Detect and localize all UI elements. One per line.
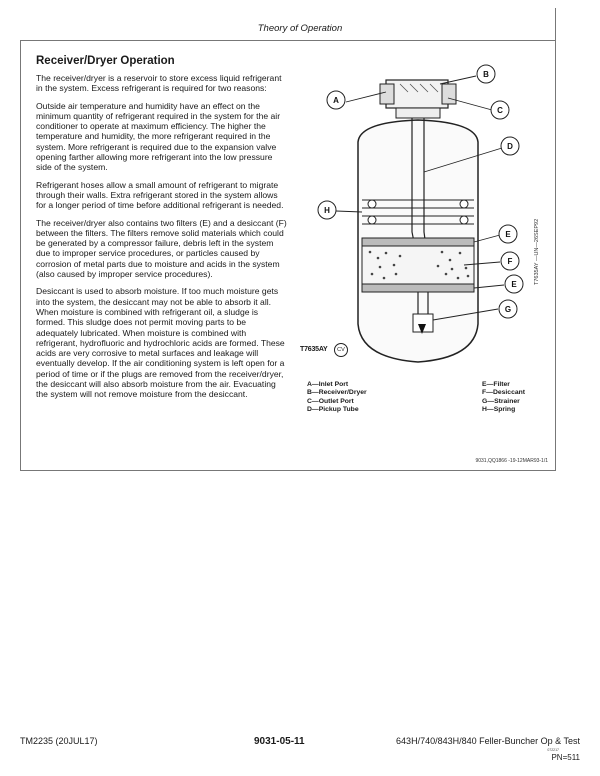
callout-d: D [507,142,513,151]
page-number: 9031-05-11 [254,736,305,747]
figure-tag-suffix: CV [334,343,348,357]
callout-g: G [504,305,512,314]
manual-number: TM2235 (20JUL17) [20,736,98,746]
paragraph: The receiver/dryer is a reservoir to store excess liquid refrigerant in the system. Excess refrigerant is required for two reasons: [36,73,282,94]
legend-item: G—Strainer [482,397,520,405]
section-title: Receiver/Dryer Operation [36,55,175,67]
legend-item: C—Outlet Port [307,397,354,405]
fitting-right-nut [442,84,456,104]
fitting-base [396,108,440,118]
pn-number: PN=511 [551,753,580,762]
legend-item: D—Pickup Tube [307,406,359,414]
text-column [36,55,288,407]
filter-lower [362,284,474,292]
footer-small-code: 072217 [547,748,559,752]
legend-item: H—Spring [482,406,516,414]
callout-e-lower: E [511,280,517,289]
paragraph: Desiccant is used to absorb moisture. If too much moisture gets into the system, the desiccant may not be able to absorb it all. When moisture is combined with refrigerant oil, a sludge is formed. This sludge does not permit moving parts to be adequately lubricated. When moisture is combined with refrigerant, hydrofluoric and hydrochloric acids are formed. These acids are very corrosive to metal surfaces and leakage will eventually develop. If the air conditioning system is left open for a period of time or if the plugs are removed from the receiver/dryer, the desiccant will also absorb moisture from the air. Evacuating the system will not remove moisture from the desiccant. [36,286,285,400]
spring-end [368,200,376,208]
spring-end [460,216,468,224]
page-footer [20,736,580,766]
side-figure-code: T7635AY —UN—26SEP92 [534,218,540,285]
receiver-dryer-diagram [300,62,545,382]
callout-h: H [324,206,330,215]
header-title: Theory of Operation [257,23,343,34]
figure-tag: T7635AY [300,346,328,353]
callout-a: A [333,96,339,105]
legend-item: E—Filter [482,381,510,388]
callout-e-upper: E [505,230,511,239]
callout-c: C [497,106,503,115]
legend-left-column [307,381,427,415]
section-bottom-rule [20,470,556,471]
header-rule [20,40,556,41]
paragraph: Refrigerant hoses allow a small amount of refrigerant to migrate through their walls. Extra refrigerant stored in the system allows for a longer period of time before additional refrigerant is needed. [36,179,284,211]
legend-item: B—Receiver/Dryer [307,389,367,397]
paragraph: The receiver/dryer also contains two filters (E) and a desiccant (F) between the filters. The filters remove solid materials which could be generated by a compressor failure, debris left in the system due to improper service procedures, or particles caused by corrosion of metal parts due to moisture and acids in the system (also caused by improper service procedures). [36,217,287,280]
legend-item: F—Desiccant [482,389,526,397]
callout-f: F [507,257,513,266]
fitting-left-nut [380,84,394,104]
section-left-rule [20,40,21,470]
manual-title: 643H/740/843H/840 Feller-Buncher Op & Test [396,736,580,746]
legend-item: A—Inlet Port [307,381,349,388]
receiver-dryer-drawing [300,62,545,382]
callout-b: B [483,70,489,79]
spring-end [368,216,376,224]
paragraph: Outside air temperature and humidity have an effect on the minimum quantity of refrigerant required in the system for the air conditioner to operate at maximum efficiency. The higher the temperature and humidity, the more refrigerant required in the system. More refrigerant is required due to the expansion valve opening farther allowing more refrigerant into the low pressure side of the system. [36,100,281,173]
document-reference-code: 9031,QQ1866 -19-12MAR93-1/1 [475,458,548,464]
filter-upper [362,238,474,246]
fitting-body [386,80,448,108]
spring-end [460,200,468,208]
legend-right-column [482,381,600,415]
